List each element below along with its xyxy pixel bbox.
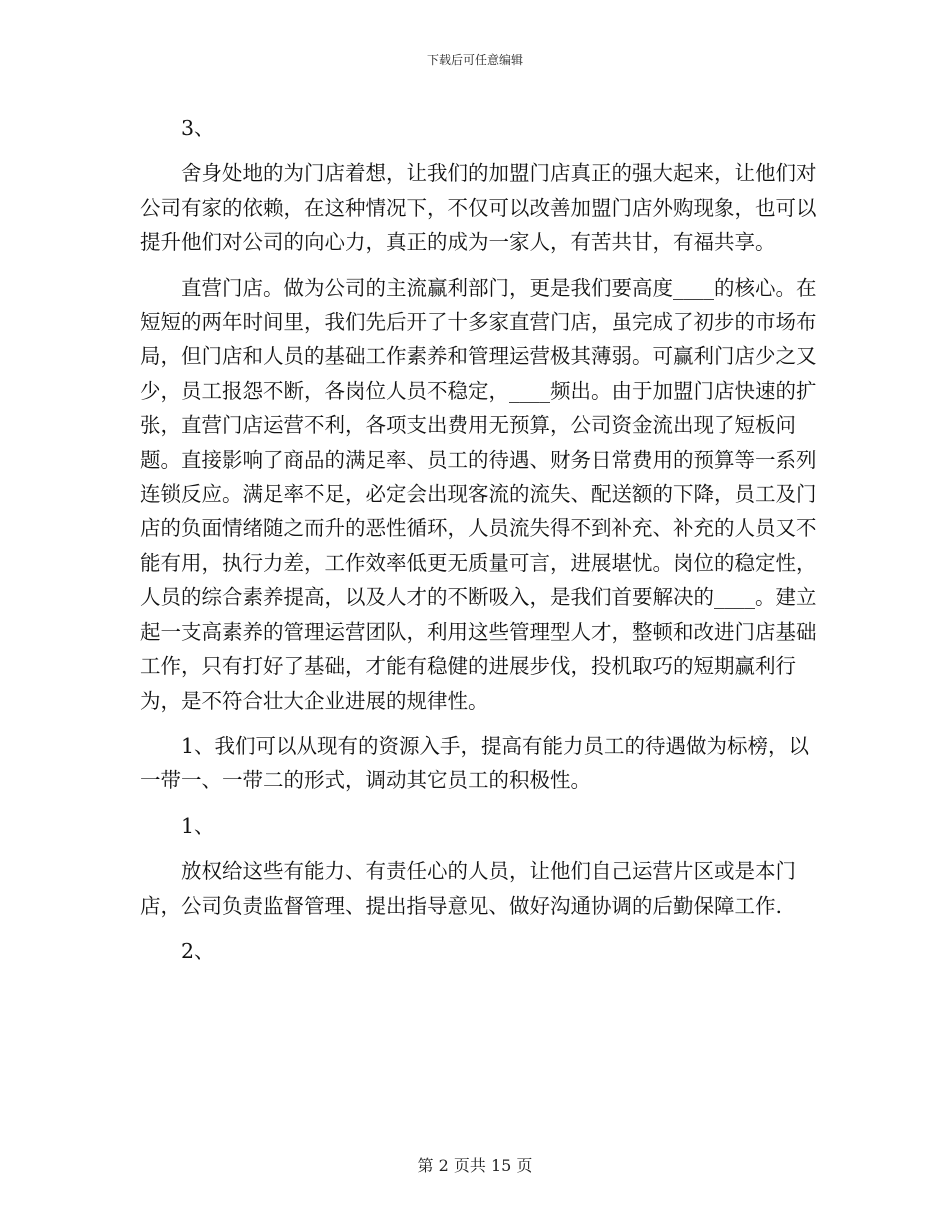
paragraph-item-1-resources: 1、我们可以从现有的资源入手，提高有能力员工的待遇做为标榜，以一带一、一带二的形式，调动其它员工的积极性。 bbox=[140, 733, 810, 793]
paragraph-direct-stores: 直营门店。做为公司的主流赢利部门，更是我们要高度____的核心。在短短的两年时间里，我们先后开了十多家直营门店，虽完成了初步的市场布局，但门店和人员的基础工作素养和管理运营极其薄弱。可赢利门店少之又少，员工报怨不断，各岗位人员不稳定，____频出。由于加盟门店快速的扩张，直营门店运营不利，各项支出费用无预算，公司资金流出现了短板问题。直接影响了商品的满足率、员工的待遇、财务日常费用的预算等一系列连锁反应。满足率不足，必定会出现客流的流失、配送额的下降，员工及门店的负面情绪随之而升的恶性循环，人员流失得不到补充、补充的人员又不能有用，执行力差，工作效率低更无质量可言，进展堪忧。岗位的稳定性，人员的综合素养提高，以及人才的不断吸入，是我们首要解决的____。建立起一支高素养的管理运营团队，利用这些管理型人才，整顿和改进门店基础工作，只有打好了基础，才能有稳健的进展步伐，投机取巧的短期赢利行为，是不符合壮大企业进展的规律性。 bbox=[140, 275, 817, 713]
section-number-1: 1、 bbox=[181, 813, 215, 838]
section-number-3: 3、 bbox=[181, 116, 215, 140]
paragraph-franchise-stores: 舍身处地的为门店着想，让我们的加盟门店真正的强大起来，让他们对公司有家的依赖，在这种情况下，不仅可以改善加盟门店外购现象，也可以提升他们对公司的向心力，真正的成为一家人，有苦共甘，有福共享。 bbox=[140, 161, 817, 255]
document-body bbox=[140, 111, 820, 979]
paragraph-delegation: 放权给这些有能力、有责任心的人员，让他们自己运营片区或是本门店，公司负责监督管理、提出指导意见、做好沟通协调的后勤保障工作. bbox=[140, 859, 796, 918]
page-header: 下载后可任意编辑 bbox=[426, 53, 523, 67]
page-footer: 第 2 页共 15 页 bbox=[417, 1156, 533, 1175]
section-number-2: 2、 bbox=[181, 938, 215, 963]
